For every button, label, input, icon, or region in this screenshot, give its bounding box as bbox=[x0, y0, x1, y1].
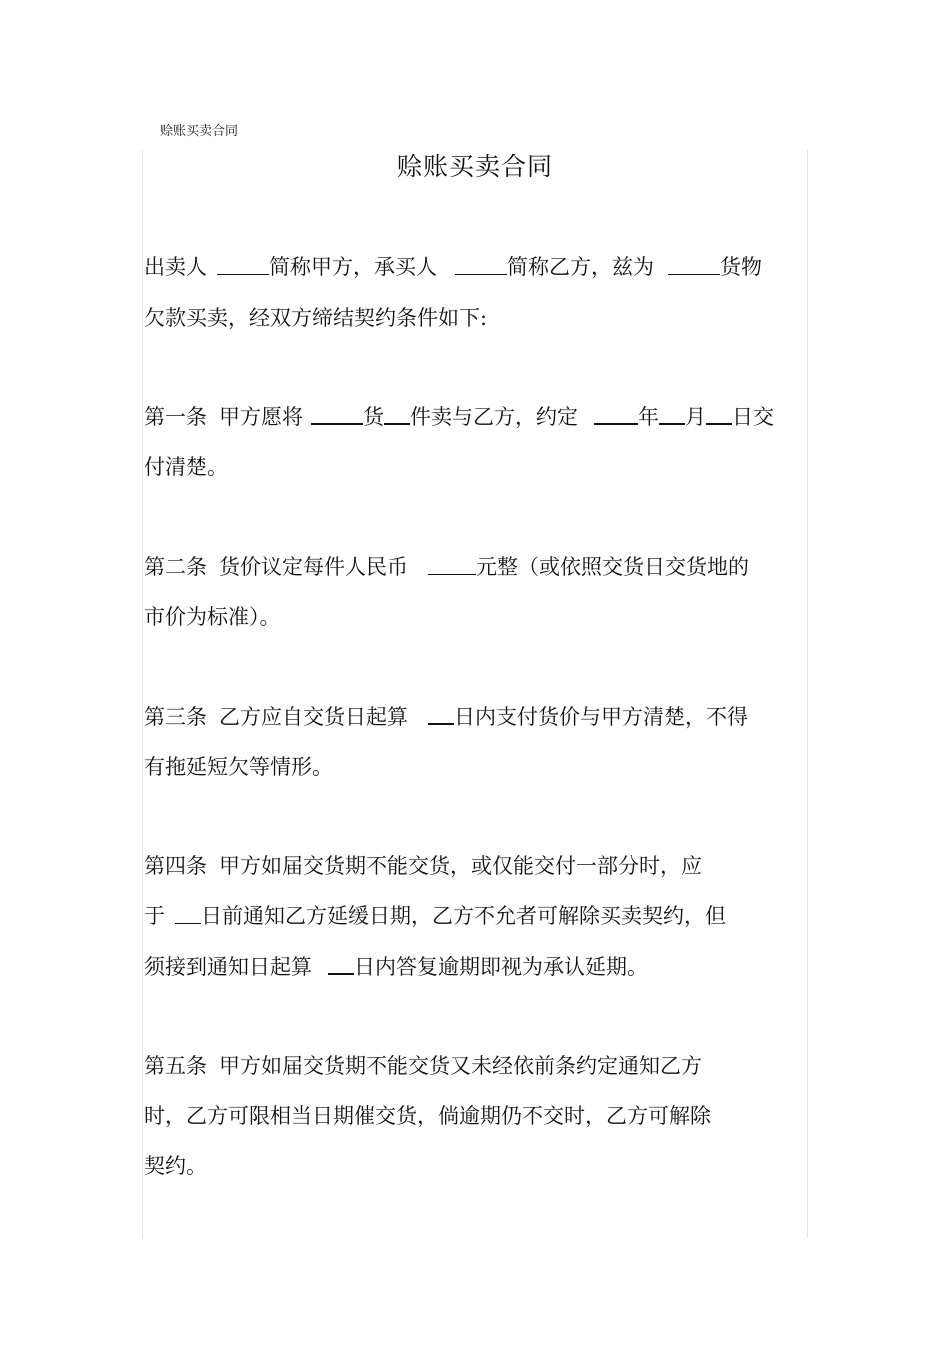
running-header: 赊账买卖合同 bbox=[160, 124, 239, 139]
blank-seller bbox=[217, 256, 269, 275]
text: 须接到通知日起算 bbox=[144, 955, 312, 979]
blank-year bbox=[594, 405, 638, 425]
article-4-label: 第四条 bbox=[144, 854, 207, 878]
text: 出卖人 bbox=[144, 255, 207, 279]
article-1-label: 第一条 bbox=[144, 405, 207, 429]
text: 年 bbox=[638, 405, 659, 429]
article-2-label: 第二条 bbox=[144, 555, 207, 579]
blank-payment-days bbox=[428, 705, 454, 725]
article-5-label: 第五条 bbox=[144, 1054, 207, 1078]
blank-month bbox=[659, 405, 685, 425]
article-1-line-1 bbox=[144, 402, 774, 432]
article-2-line-2: 市价为标准）。 bbox=[144, 605, 281, 629]
article-5-line-3: 契约。 bbox=[144, 1154, 207, 1178]
text: 简称甲方，承买人 bbox=[269, 255, 437, 279]
text: 于 bbox=[144, 904, 165, 928]
blank-reply-days bbox=[328, 955, 354, 975]
article-4-line-2 bbox=[144, 901, 726, 931]
blank-goods bbox=[668, 256, 720, 275]
preamble-line-1 bbox=[144, 252, 762, 282]
article-4-line-1 bbox=[144, 851, 702, 881]
text: 日内答复逾期即视为承认延期。 bbox=[354, 955, 648, 979]
document-title: 赊账买卖合同 bbox=[396, 152, 553, 181]
article-3-line-2: 有拖延短欠等情形。 bbox=[144, 755, 333, 779]
text: 甲方愿将 bbox=[219, 405, 303, 429]
article-3-line-1 bbox=[144, 702, 748, 732]
text: 元整（或依照交货日交货地的 bbox=[476, 555, 749, 579]
text: 货物 bbox=[720, 255, 762, 279]
text: 件卖与乙方，约定 bbox=[410, 405, 578, 429]
article-3-label: 第三条 bbox=[144, 705, 207, 729]
text: 日交 bbox=[732, 405, 774, 429]
blank-quantity bbox=[384, 405, 410, 425]
blank-goods-name bbox=[311, 405, 363, 425]
text: 日前通知乙方延缓日期，乙方不允者可解除买卖契约，但 bbox=[201, 904, 726, 928]
article-5-line-2: 时，乙方可限相当日期催交货，倘逾期仍不交时，乙方可解除 bbox=[144, 1104, 711, 1128]
article-5-line-1 bbox=[144, 1051, 702, 1081]
text: 货价议定每件人民币 bbox=[219, 555, 408, 579]
article-1-line-2: 付清楚。 bbox=[144, 455, 228, 479]
article-2-line-1 bbox=[144, 552, 749, 582]
blank-day bbox=[706, 405, 732, 425]
text: 简称乙方，兹为 bbox=[507, 255, 654, 279]
blank-buyer bbox=[455, 256, 507, 275]
article-4-line-3 bbox=[144, 952, 648, 982]
text: 日内支付货价与甲方清楚，不得 bbox=[454, 705, 748, 729]
blank-unit-price bbox=[428, 556, 476, 575]
text: 甲方如届交货期不能交货又未经依前条约定通知乙方 bbox=[219, 1054, 702, 1078]
text: 乙方应自交货日起算 bbox=[219, 705, 408, 729]
text: 货 bbox=[363, 405, 384, 429]
text: 月 bbox=[685, 405, 706, 429]
text: 甲方如届交货期不能交货，或仅能交付一部分时，应 bbox=[219, 854, 702, 878]
blank-notice-days bbox=[175, 905, 201, 924]
preamble-line-2: 欠款买卖，经双方缔结契约条件如下: bbox=[144, 306, 488, 330]
